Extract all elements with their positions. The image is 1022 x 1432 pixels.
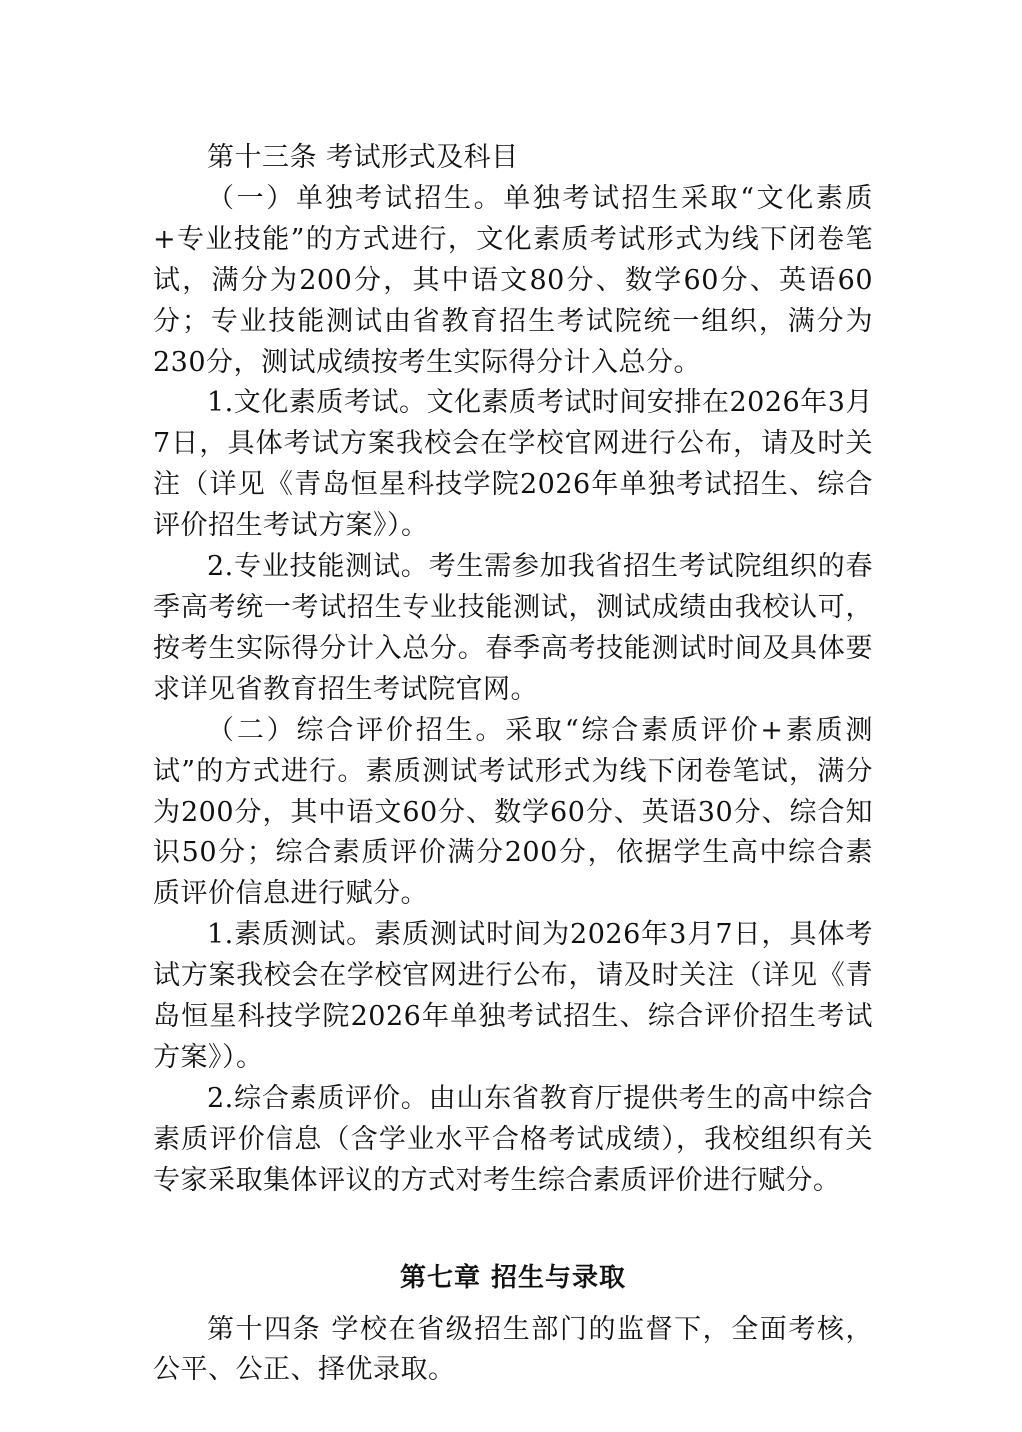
document-page bbox=[153, 138, 873, 1391]
paragraph-quality-evaluation: 2.综合素质评价。由山东省教育厅提供考生的高中综合素质评价信息（含学业水平合格考试成绩），我校组织有关专家采取集体评议的方式对考生综合素质评价进行赋分。 bbox=[153, 1082, 873, 1196]
paragraph-comprehensive-evaluation: （二）综合评价招生。采取“综合素质评价+素质测试”的方式进行。素质测试考试形式为线下闭卷笔试，满分为200分，其中语文60分、数学60分、英语30分、综合知识50分；综合素质评价满分200分，依据学生高中综合素质评价信息进行赋分。 bbox=[153, 714, 873, 910]
chapter-7-title: 第七章 招生与录取 bbox=[399, 1262, 627, 1293]
article-13-heading: 第十三条 考试形式及科目 bbox=[207, 142, 519, 173]
paragraph-single-exam: （一）单独考试招生。单独考试招生采取“文化素质+专业技能”的方式进行，文化素质考试形式为线下闭卷笔试，满分为200分，其中语文80分、数学60分、英语60分；专业技能测试由省教育招生考试院统一组织，满分为230分，测试成绩按考生实际得分计入总分。 bbox=[153, 182, 873, 378]
paragraph-culture-exam: 1.文化素质考试。文化素质考试时间安排在2026年3月7日，具体考试方案我校会在学校官网进行公布，请及时关注（详见《青岛恒星科技学院2026年单独考试招生、综合评价招生考试方案》）。 bbox=[153, 387, 873, 542]
paragraph-quality-test: 1.素质测试。素质测试时间为2026年3月7日，具体考试方案我校会在学校官网进行公布，请及时关注（详见《青岛恒星科技学院2026年单独考试招生、综合评价招生考试方案》）。 bbox=[153, 919, 873, 1073]
article-14-paragraph: 第十四条 学校在省级招生部门的监督下，全面考核，公平、公正、择优录取。 bbox=[153, 1313, 873, 1386]
paragraph-skills-test: 2.专业技能测试。考生需参加我省招生考试院组织的春季高考统一考试招生专业技能测试，测试成绩由我校认可，按考生实际得分计入总分。春季高考技能测试时间及具体要求详见省教育招生考试院官网。 bbox=[153, 551, 873, 705]
